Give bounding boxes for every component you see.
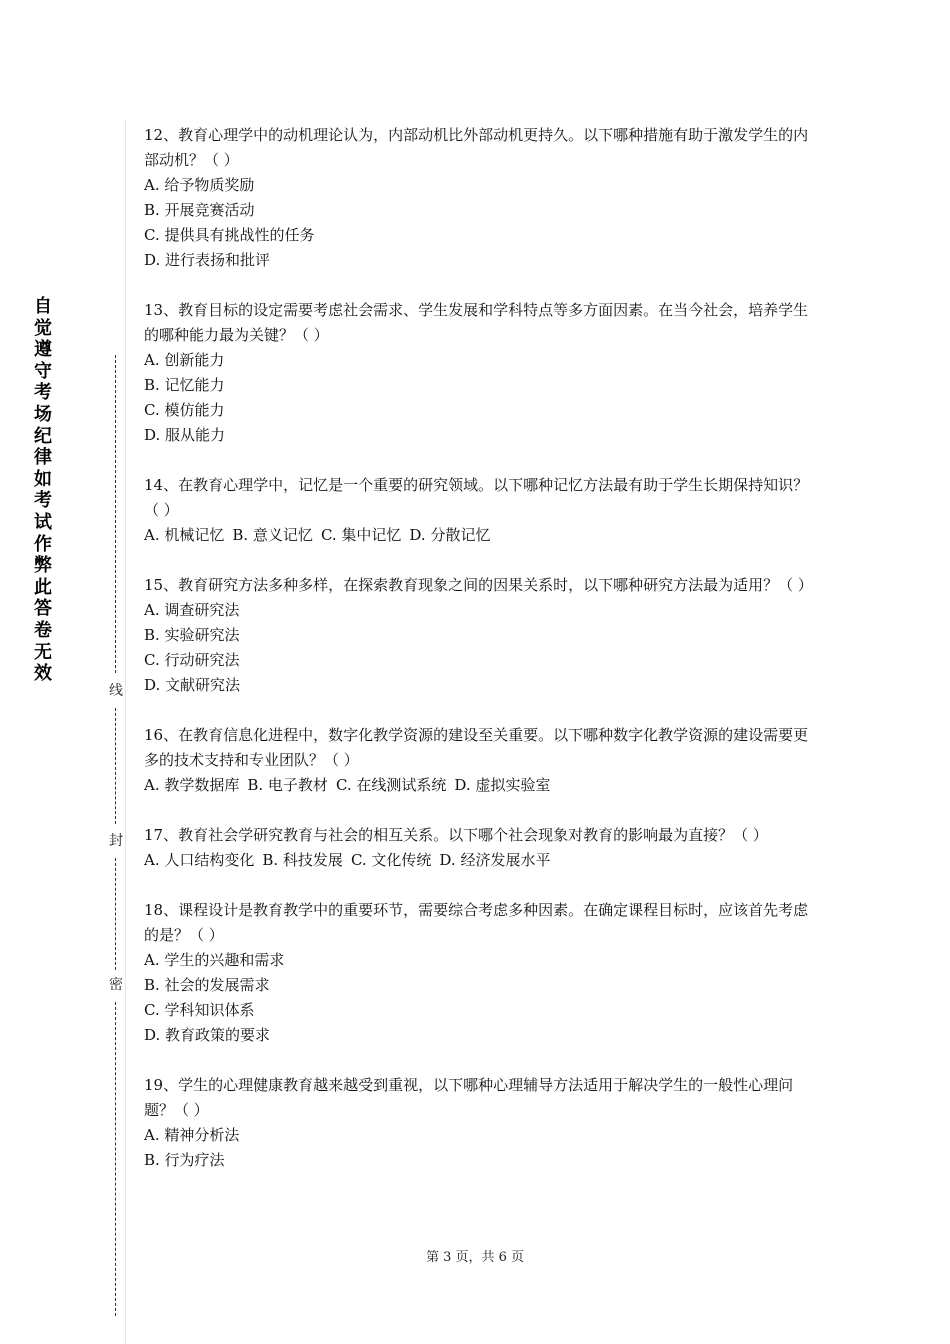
option: B. 实验研究法 <box>144 626 240 644</box>
notice-char: 觉 <box>34 317 52 339</box>
question-list <box>144 123 813 1198</box>
option: B. 行为疗法 <box>144 1151 225 1169</box>
question-stem: 13、教育目标的设定需要考虑社会需求、学生发展和学科特点等多方面因素。在当今社会，培养学生的哪种能力最为关键？（ ） <box>144 301 809 344</box>
option: B. 开展竞赛活动 <box>144 201 255 219</box>
question-stem: 15、教育研究方法多种多样，在探索教育现象之间的因果关系时，以下哪种研究方法最为适用？（ ） <box>144 576 813 594</box>
option: C. 提供具有挑战性的任务 <box>144 226 315 244</box>
question-block <box>144 473 810 548</box>
seal-line-char-line: 线 <box>109 683 123 699</box>
seal-line-char-secret: 密 <box>109 977 123 993</box>
margin-rule <box>125 120 126 1344</box>
option: B. 社会的发展需求 <box>144 976 270 994</box>
question-block <box>144 898 810 1048</box>
question-block <box>144 573 813 698</box>
notice-char: 弊 <box>34 555 52 577</box>
notice-char: 试 <box>34 511 52 533</box>
option: A. 精神分析法 <box>144 1126 240 1144</box>
option: D. 文献研究法 <box>144 676 241 694</box>
seal-line-dashed <box>115 1002 116 1316</box>
options-inline <box>144 773 810 798</box>
notice-char: 卷 <box>34 619 52 641</box>
notice-char: 守 <box>34 360 52 382</box>
notice-char: 自 <box>34 296 52 317</box>
option: C. 模仿能力 <box>144 401 225 419</box>
option: B. 科技发展 <box>262 851 343 869</box>
question-block <box>144 1073 810 1173</box>
question-stem: 12、教育心理学中的动机理论认为，内部动机比外部动机更持久。以下哪种措施有助于激发学生的内部动机？（ ） <box>144 126 809 169</box>
notice-char: 律 <box>34 447 52 469</box>
option: D. 虚拟实验室 <box>454 776 551 794</box>
question-block <box>144 823 810 873</box>
seal-line-dashed <box>115 708 116 824</box>
notice-char: 遵 <box>34 339 52 361</box>
question-block <box>144 298 810 448</box>
question-stem: 18、课程设计是教育教学中的重要环节，需要综合考虑多种因素。在确定课程目标时，应该首先考虑的是？（ ） <box>144 901 809 944</box>
notice-char: 此 <box>34 576 52 598</box>
question-stem: 14、在教育心理学中，记忆是一个重要的研究领域。以下哪种记忆方法最有助于学生长期保持知识？（ ） <box>144 476 809 519</box>
question-stem: 19、学生的心理健康教育越来越受到重视，以下哪种心理辅导方法适用于解决学生的一般性心理问题？（ ） <box>144 1076 794 1119</box>
option: C. 文化传统 <box>350 851 432 869</box>
notice-char: 答 <box>34 598 52 620</box>
notice-char: 无 <box>34 641 52 663</box>
seal-line-char-seal: 封 <box>109 833 123 849</box>
question-stem: 16、在教育信息化进程中，数字化教学资源的建设至关重要。以下哪种数字化教学资源的建设需要更多的技术支持和专业团队？（ ） <box>144 726 809 769</box>
notice-char: 作 <box>34 533 52 555</box>
seal-line-dashed <box>115 355 116 673</box>
notice-char: 纪 <box>34 425 52 447</box>
option: D. 教育政策的要求 <box>144 1026 271 1044</box>
option: A. 调查研究法 <box>144 601 240 619</box>
option: A. 学生的兴趣和需求 <box>144 951 285 969</box>
page-footer: 第 3 页，共 6 页 <box>425 1250 525 1265</box>
notice-char: 如 <box>34 468 52 490</box>
option: D. 经济发展水平 <box>439 851 551 869</box>
seal-line-dashed <box>115 858 116 970</box>
option: D. 服从能力 <box>144 426 226 444</box>
question-stem: 17、教育社会学研究教育与社会的相互关系。以下哪个社会现象对教育的影响最为直接？（ ） <box>144 826 768 844</box>
option: C. 学科知识体系 <box>144 1001 255 1019</box>
option: A. 创新能力 <box>144 351 225 369</box>
option: D. 分散记忆 <box>409 526 491 544</box>
option: C. 在线测试系统 <box>335 776 447 794</box>
option: C. 集中记忆 <box>320 526 402 544</box>
question-block <box>144 123 810 273</box>
option: C. 行动研究法 <box>144 651 240 669</box>
notice-char: 效 <box>34 663 52 685</box>
option: A. 给予物质奖励 <box>144 176 255 194</box>
option: D. 进行表扬和批评 <box>144 251 271 269</box>
notice-char: 考 <box>34 382 52 404</box>
option: B. 记忆能力 <box>144 376 225 394</box>
option: B. 电子教材 <box>247 776 328 794</box>
options-inline <box>144 848 810 873</box>
notice-char: 场 <box>34 403 52 425</box>
option: A. 教学数据库 <box>144 776 240 794</box>
exam-discipline-notice <box>28 296 58 685</box>
notice-char: 考 <box>34 490 52 512</box>
option: B. 意义记忆 <box>232 526 313 544</box>
option: A. 人口结构变化 <box>144 851 255 869</box>
options-inline <box>144 523 810 548</box>
question-block <box>144 723 810 798</box>
option: A. 机械记忆 <box>144 526 225 544</box>
